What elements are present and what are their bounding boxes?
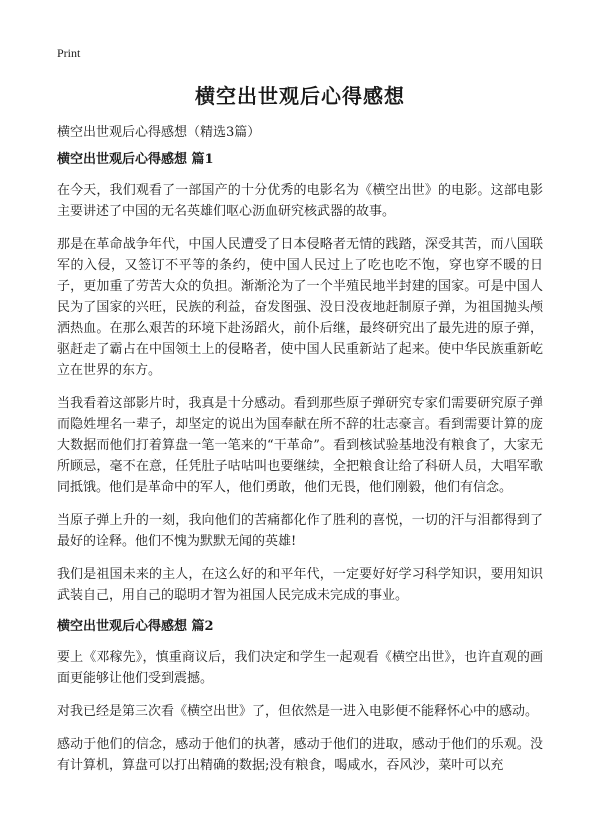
paragraph: 我们是祖国未来的主人，在这么好的和平年代，一定要好好学习科学知识，要用知识武装自己，用自己的聪明才智为祖国人民完成未完成的事业。	[57, 567, 543, 603]
paragraph: 感动于他们的信念，感动于他们的执著，感动于他们的进取，感动于他们的乐观。没有计算机，算盘可以打出精确的数据;没有粮食，喝咸水，吞风沙，菜叶可以充	[57, 737, 543, 773]
section-heading: 横空出世观后心得感想 篇1	[57, 152, 214, 167]
paragraph: 当我看着这部影片时，我真是十分感动。看到那些原子弹研究专家们需要研究原子弹而隐姓埋名一辈子，却坚定的说出为国奉献在所不辞的壮志豪言。看到需要计算的庞大数据而他们打着算盘一笔一笔来的“干革命”。看到核试验基地没有粮食了，大家无所顾忌，毫不在意，任凭肚子咕咕叫也要继续，全把粮食让给了科研人员，大唱军歌同抵饿。他们是革命中的军人，他们勇敢，他们无畏，他们刚毅，他们有信念。	[57, 396, 543, 495]
paragraph: 那是在革命战争年代，中国人民遭受了日本侵略者无情的践踏，深受其苦，而八国联军的入侵，又签订不平等的条约，使中国人民过上了吃也吃不饱，穿也穿不暖的日子，更加重了劳苦大众的负担。渐渐沦为了一个半殖民地半封建的国家。可是中国人民为了国家的兴旺，民族的利益，奋发图强、没日没夜地赶制原子弹，为祖国抛头颅洒热血。在那么艰苦的环境下赴汤蹈火，前仆后继，最终研究出了最先进的原子弹，驱赶走了霸占在中国领土上的侵略者，使中国人民重新站了起来。使中华民族重新屹立在世界的东方。	[57, 237, 543, 378]
print-link[interactable]: Print	[57, 46, 81, 60]
section-1	[57, 151, 543, 606]
paragraph: 对我已经是第三次看《横空出世》了，但依然是一进入电影便不能释怀心中的感动。	[57, 704, 539, 719]
page-title: 横空出世观后心得感想	[195, 84, 405, 108]
document-content	[57, 151, 543, 788]
section-heading: 横空出世观后心得感想 篇2	[57, 619, 214, 634]
paragraph: 当原子弹上升的一刻，我向他们的苦痛都化作了胜利的喜悦，一切的汗与泪都得到了最好的诠释。他们不愧为默默无闻的英雄!	[57, 513, 543, 549]
paragraph: 在今天，我们观看了一部国产的十分优秀的电影名为《横空出世》的电影。这部电影主要讲述了中国的无名英雄们呕心沥血研究核武器的故事。	[57, 183, 543, 219]
paragraph: 要上《邓稼先》，慎重商议后，我们决定和学生一起观看《横空出世》，也许直观的画面更能够让他们受到震撼。	[57, 650, 543, 686]
section-2	[57, 618, 543, 776]
document-subtitle: 横空出世观后心得感想（精选3篇）	[57, 125, 261, 140]
